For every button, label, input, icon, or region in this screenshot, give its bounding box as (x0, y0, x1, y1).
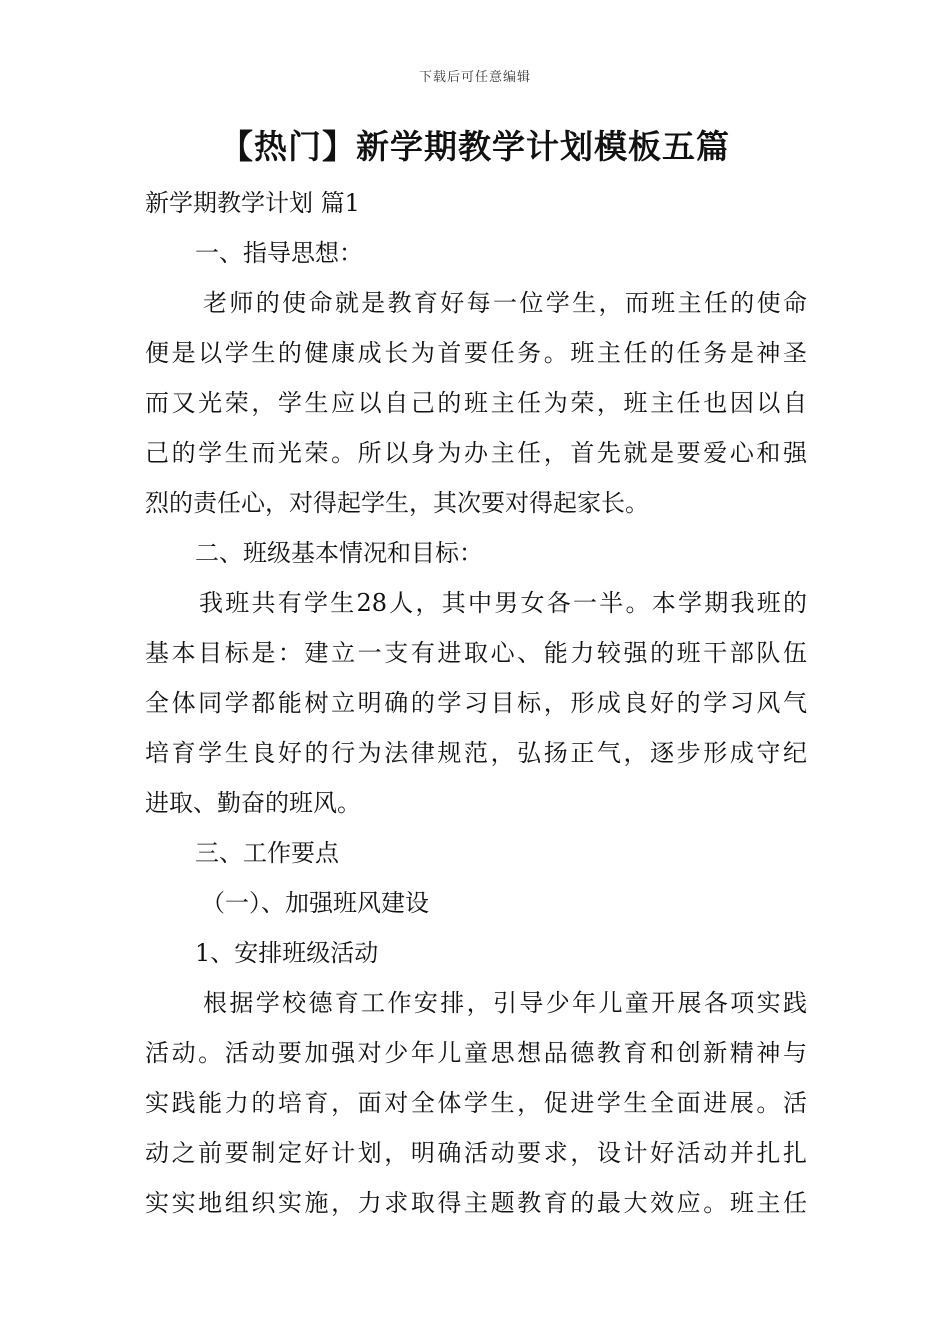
subsection-heading: （一）、加强班风建设 (201, 889, 429, 917)
paragraph-line: 基本目标是：建立一支有进取心、能力较强的班干部队伍 (145, 639, 807, 667)
paragraph-line: 动之前要制定好计划，明确活动要求，设计好活动并扎扎 (145, 1139, 807, 1167)
paragraph-line: 活动。活动要加强对少年儿童思想品德教育和创新精神与 (145, 1039, 807, 1067)
paragraph-line: 全体同学都能树立明确的学习目标，形成良好的学习风气 (145, 689, 807, 717)
paragraph-line: 我班共有学生28人，其中男女各一半。本学期我班的 (199, 589, 807, 617)
paragraph-line: 便是以学生的健康成长为首要任务。班主任的任务是神圣 (145, 339, 807, 367)
paragraph-line: 根据学校德育工作安排，引导少年儿童开展各项实践 (203, 989, 807, 1017)
section-heading-3: 三、工作要点 (195, 839, 339, 867)
document-title: 【热门】新学期教学计划模板五篇 (220, 127, 730, 166)
section-heading-1: 一、指导思想： (195, 239, 363, 267)
document-body (145, 178, 807, 1228)
paragraph-line: 老师的使命就是教育好每一位学生，而班主任的使命 (203, 289, 807, 317)
paragraph-line: 进取、勤奋的班风。 (145, 789, 361, 817)
paragraph-line: 培育学生良好的行为法律规范，弘扬正气，逐步形成守纪 (145, 739, 807, 767)
paragraph-line: 实实地组织实施，力求取得主题教育的最大效应。班主任 (145, 1189, 807, 1217)
paragraph-line: 而又光荣，学生应以自己的班主任为荣，班主任也因以自 (145, 389, 807, 417)
section-heading-2: 二、班级基本情况和目标： (195, 539, 483, 567)
header-note: 下载后可任意编辑 (418, 70, 531, 85)
item-heading: 1、安排班级活动 (195, 939, 379, 967)
paragraph-line: 实践能力的培育，面对全体学生，促进学生全面进展。活 (145, 1089, 807, 1117)
paragraph-line: 己的学生而光荣。所以身为办主任，首先就是要爱心和强 (145, 439, 807, 467)
paragraph-line: 烈的责任心，对得起学生，其次要对得起家长。 (145, 489, 649, 517)
section-heading-chapter: 新学期教学计划 篇1 (145, 189, 360, 217)
